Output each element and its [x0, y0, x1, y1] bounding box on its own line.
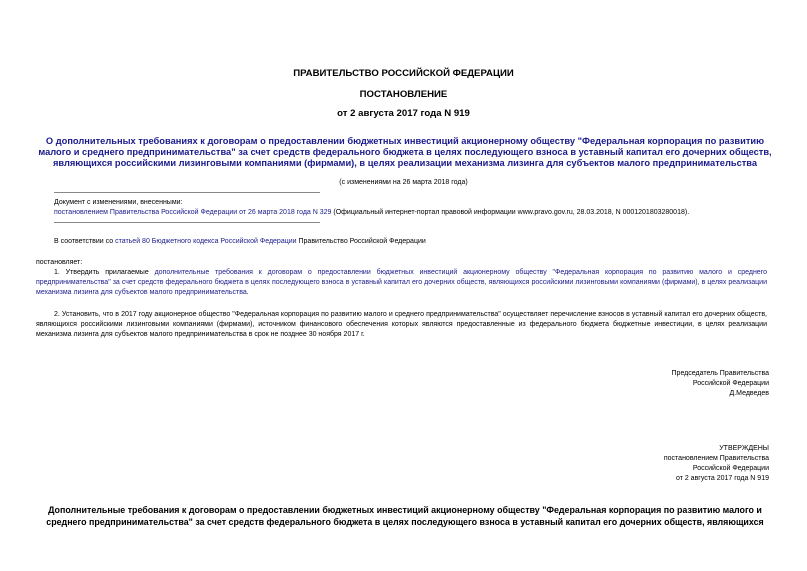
preamble [54, 237, 774, 247]
item-1 [36, 268, 767, 298]
amending-decree-link[interactable]: постановлением Правительства Российской Федерации от 26 марта 2018 года N 329 [54, 209, 332, 216]
changes-line [54, 208, 774, 218]
decree-word: постановляет: [36, 259, 83, 266]
item-1-before: 1. Утвердить прилагаемые [54, 269, 155, 276]
approved-label: УТВЕРЖДЕНЫ [719, 445, 769, 452]
divider-top [54, 192, 320, 193]
document-title-link[interactable]: О дополнительных требованиях к договорам о предоставлении бюджетных инвестиций акционерному обществу "Федеральная корпорация по развитию малого и среднего предпринимательства" за счет средств федерального бюджета в целях последующего взноса в уставный капитал его дочерних обществ, являющихся российскими лизинговыми компаниями (фирмами), в целях реализации механизма лизинга для субъектов малого предпринимательства [38, 136, 772, 169]
signature-country: Российской Федерации [692, 380, 769, 387]
divider-bottom [54, 222, 320, 223]
item-2: 2. Установить, что в 2017 году акционерное общество "Федеральная корпорация по развитию малого и среднего предпринимательства" осуществляет перечисление взносов в уставный капитал его дочерних обществ, являющихся российскими лизинговыми компаниями (фирмами), источником финансового обеспечения которых являются предоставленные из федерального бюджета бюджетные инвестиции, в целях реализации механизма лизинга для субъектов малого предпринимательства в срок не позднее 30 ноября 2017 г. [36, 311, 767, 338]
item-1-after: . [246, 289, 249, 296]
document-type-heading: ПОСТАНОВЛЕНИЕ [359, 89, 448, 100]
approved-date: от 2 августа 2017 года N 919 [675, 475, 769, 482]
signature-name: Д.Медведев [729, 390, 769, 397]
approved-block [560, 444, 769, 484]
requirements-title-line-2: среднего предпринимательства" за счет средств федерального бюджета в целях последующего взноса в уставный капитал его дочерних обществ, являющихся [46, 517, 764, 527]
document-date-number: от 2 августа 2017 года N 919 [337, 108, 470, 119]
approved-country: Российской Федерации [692, 465, 769, 472]
amended-note: (с изменениями на 26 марта 2018 года) [339, 179, 468, 186]
requirements-link[interactable]: дополнительные требования к договорам о предоставлении бюджетных инвестиций акционерному обществу "Федеральная корпорация по развитию малого и среднего предпринимательства" за счет средств федерального бюджета в целях последующего взноса в уставный капитал его дочерних обществ, являющихся российскими лизинговыми компаниями (фирмами), в целях реализации механизма лизинга для субъектов малого предпринимательства [36, 269, 767, 296]
budget-code-link[interactable]: статьей 80 Бюджетного кодекса Российской Федерации [115, 238, 297, 245]
requirements-title-line-1: Дополнительные требования к договорам о предоставлении бюджетных инвестиций акционерному обществу "Федеральная корпорация по развитию малого и [48, 505, 762, 515]
signature-block [560, 369, 769, 399]
changes-heading: Документ с изменениями, внесенными: [54, 199, 183, 206]
changes-source: (Официальный интернет-портал правовой информации www.pravo.gov.ru, 28.03.2018, N 0001201803280018). [331, 209, 690, 216]
preamble-after: Правительство Российской Федерации [296, 238, 426, 245]
preamble-before: В соответствии со [54, 238, 116, 245]
government-heading: ПРАВИТЕЛЬСТВО РОССИЙСКОЙ ФЕДЕРАЦИИ [293, 68, 514, 79]
approved-by: постановлением Правительства [663, 455, 769, 462]
signature-position: Председатель Правительства [671, 370, 769, 377]
